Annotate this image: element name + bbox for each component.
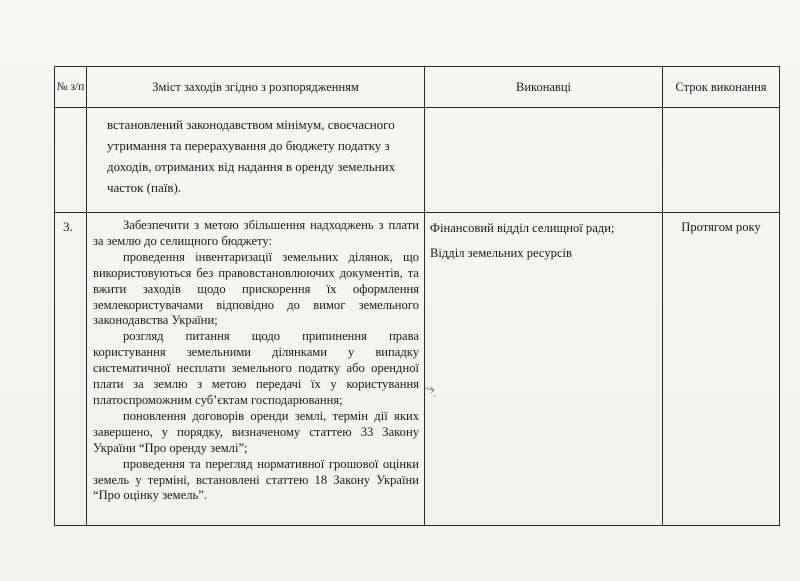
continuation-line: часток (паїв). (107, 180, 182, 195)
table-row (55, 213, 780, 526)
item-content (87, 213, 424, 504)
cell-num (55, 213, 87, 526)
executor-item: Відділ земельних ресурсів (430, 246, 572, 260)
header-content: Зміст заходів згідно з розпорядженням (87, 67, 425, 108)
header-executors: Виконавці (425, 67, 663, 108)
continuation-text (87, 108, 424, 198)
item-paragraph: проведення інвентаризації земельних ділянок, що використовуються без правовстановлюючих документів, та вжити заходів щодо прискорення їх оформлення землекористувачами відповідно до вимог земельного законодавства України; (93, 249, 419, 328)
continuation-line: утримання та перерахування до бюджету податку з (107, 138, 390, 153)
item-paragraph: проведення та перегляд нормативної грошової оцінки земель у терміні, встановлені статтею 18 Закону України “Про оцінку земель”. (93, 456, 419, 503)
cell-executors (425, 213, 663, 526)
table-row (55, 108, 780, 213)
table-header-row (55, 67, 780, 108)
cell-num-empty (55, 108, 87, 213)
item-number: 3. (63, 219, 73, 234)
cell-term (663, 213, 780, 526)
cell-continuation (87, 108, 425, 213)
term-text: Протягом року (681, 220, 761, 234)
executor-item: Фінансовий відділ селищної ради; (430, 221, 615, 235)
continuation-line: доходів, отриманих від надання в оренду земельних (107, 159, 396, 174)
measures-table (54, 66, 780, 526)
cell-term-empty (663, 108, 780, 213)
header-num-label: № з/п (56, 80, 85, 93)
cell-executors-empty (425, 108, 663, 213)
item-paragraph: розгляд питання щодо припинення права користування земельними ділянками у випадку систематичної несплати земельного податку або орендної плати за землю з метою передачі їх у користування платоспроможним суб’єктам господарювання; (93, 329, 419, 407)
continuation-line: встановлений законодавством мінімум, своєчасного (107, 117, 395, 132)
cell-content (87, 213, 425, 526)
header-num (55, 67, 87, 108)
header-term: Строк виконання (663, 67, 780, 108)
executors-list (425, 213, 662, 261)
item-paragraph: поновлення договорів оренди землі, термін дії яких завершено, у порядку, визначеному статтею 33 Закону України “Про оренду землі”; (93, 408, 419, 455)
item-paragraph: Забезпечити з метою збільшення надходжень з плати за землю до селищного бюджету: (93, 218, 419, 248)
pen-mark-icon (423, 386, 437, 398)
